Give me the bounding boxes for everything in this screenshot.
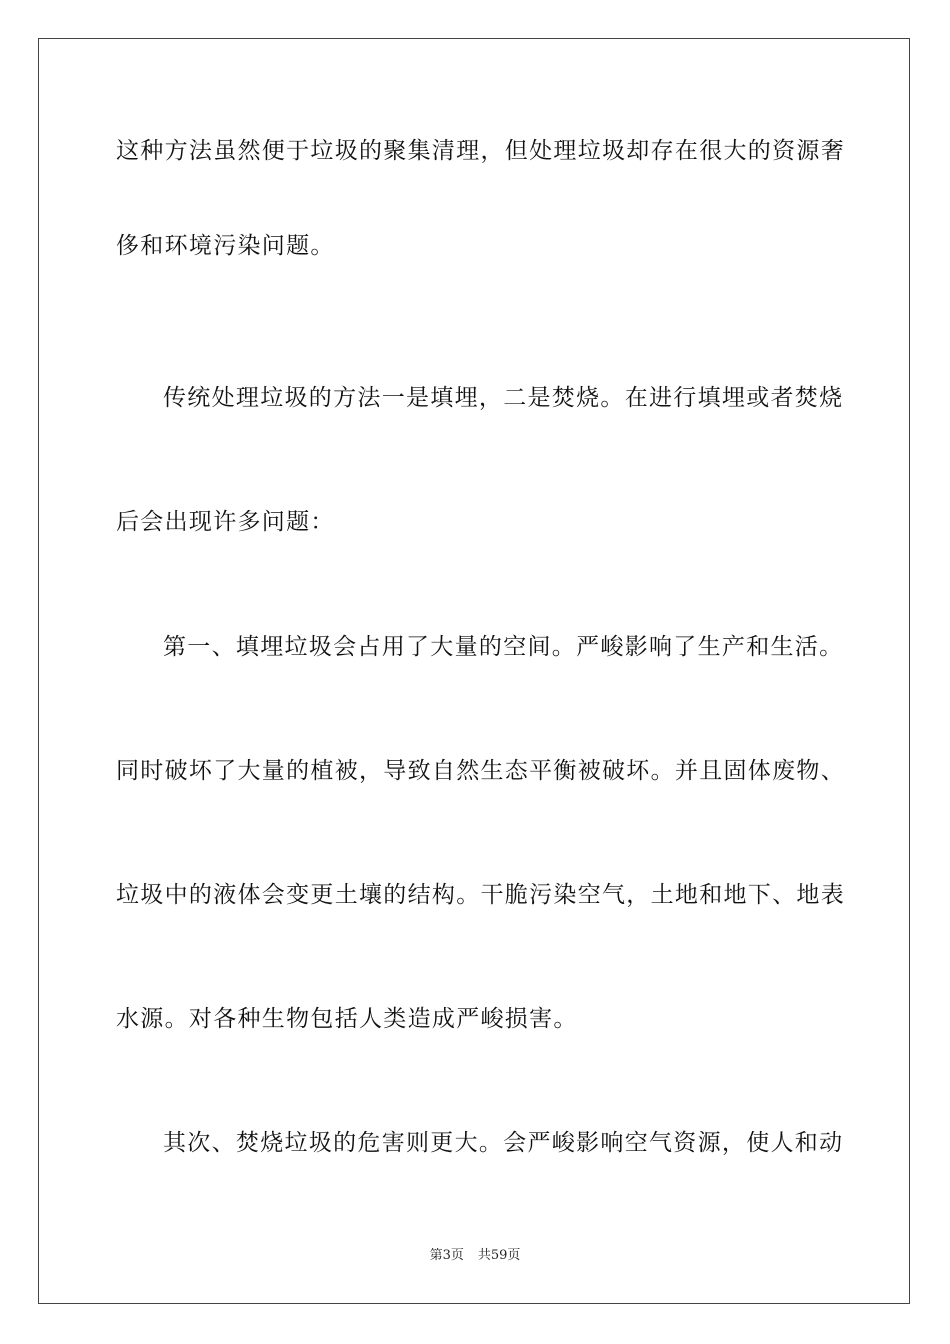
text-line-5: 第一、填埋垃圾会占用了大量的空间。严峻影响了生产和生活。 xyxy=(163,634,844,660)
text-line-6: 同时破坏了大量的植被，导致自然生态平衡被破坏。并且固体废物、 xyxy=(116,758,845,784)
text-line-8: 水源。对各种生物包括人类造成严峻损害。 xyxy=(116,1006,578,1032)
page-total: 共59页 xyxy=(477,1248,521,1263)
text-line-3: 传统处理垃圾的方法一是填埋，二是焚烧。在进行填埋或者焚烧 xyxy=(163,385,844,411)
text-line-4: 后会出现许多问题： xyxy=(116,509,335,535)
text-line-9: 其次、焚烧垃圾的危害则更大。会严峻影响空气资源，使人和动 xyxy=(163,1130,844,1156)
text-line-7: 垃圾中的液体会变更土壤的结构。干脆污染空气，土地和地下、地表 xyxy=(116,882,845,908)
text-line-2: 侈和环境污染问题。 xyxy=(116,233,335,259)
page-footer xyxy=(0,1247,950,1265)
page-border xyxy=(38,38,910,1304)
page-number: 第3页 xyxy=(429,1248,464,1263)
text-line-1: 这种方法虽然便于垃圾的聚集清理，但处理垃圾却存在很大的资源奢 xyxy=(116,138,845,164)
